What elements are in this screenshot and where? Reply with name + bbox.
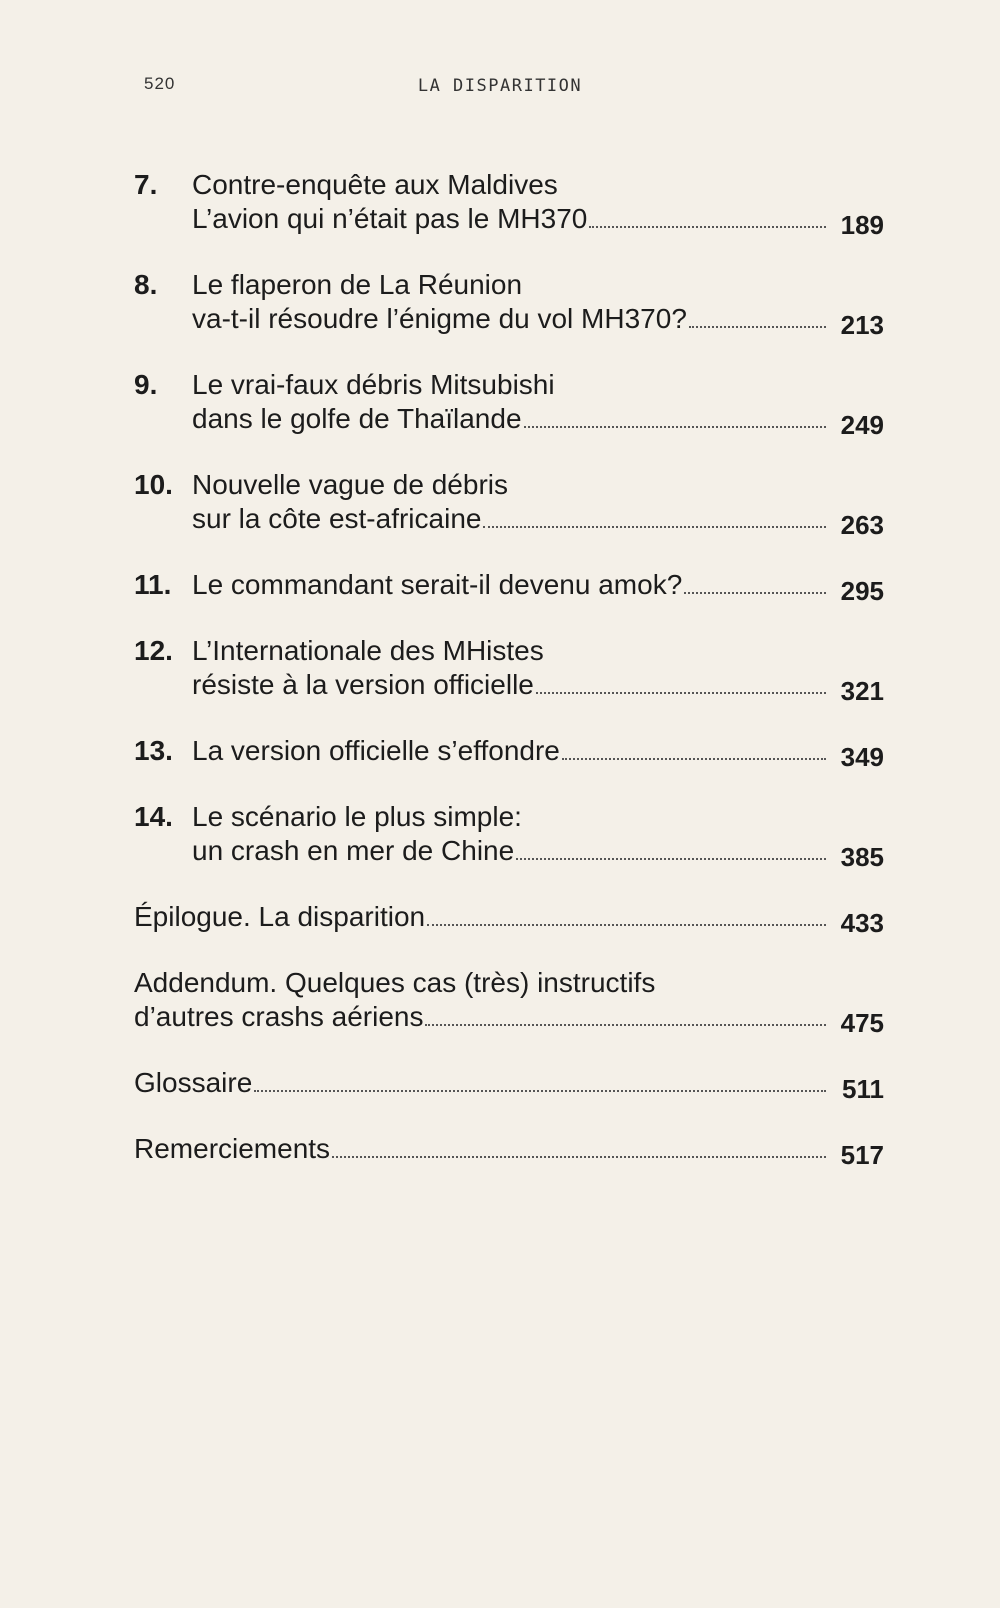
page-reference: 517 — [840, 1140, 884, 1170]
entry-title — [192, 734, 884, 772]
entry-title-line — [134, 1066, 884, 1104]
entry-title-text: va-t-il résoudre l’énigme du vol MH370? — [192, 303, 687, 334]
page-reference: 475 — [840, 1008, 884, 1038]
chapter-number: 10. — [134, 469, 173, 500]
entry-title-line — [134, 1000, 884, 1038]
chapter-number: 11. — [134, 569, 172, 600]
page-reference: 189 — [840, 210, 884, 240]
page-reference: 433 — [840, 908, 884, 938]
entry-title-text: Le commandant serait-il devenu amok? — [192, 569, 683, 600]
entry-title — [134, 966, 884, 1038]
entry-title-text: L’avion qui n’était pas le MH370 — [192, 203, 588, 234]
entry-title-text: Nouvelle vague de débris — [192, 469, 508, 500]
entry-title — [192, 800, 884, 872]
entry-title-text: Contre-enquête aux Maldives — [192, 169, 558, 200]
toc-entry — [134, 634, 884, 706]
entry-title-text: sur la côte est-africaine — [192, 503, 482, 534]
entry-title-text: L’Internationale des MHistes — [192, 635, 544, 666]
chapter-number: 12. — [134, 635, 173, 666]
entry-title — [134, 1066, 884, 1104]
page-reference: 213 — [840, 310, 884, 340]
page-reference: 349 — [840, 742, 884, 772]
entry-title-text: résiste à la version officielle — [192, 669, 534, 700]
toc-entry — [134, 734, 884, 772]
entry-title-text: un crash en mer de Chine — [192, 835, 515, 866]
entry-title-line — [192, 668, 884, 706]
entry-title-line — [134, 1132, 884, 1170]
dot-leader — [254, 1089, 826, 1092]
dot-leader — [425, 1023, 826, 1026]
chapter-number: 7. — [134, 169, 158, 200]
dot-leader — [589, 225, 826, 228]
dot-leader — [483, 525, 826, 528]
dot-leader — [427, 923, 826, 926]
page-number: 520 — [144, 74, 176, 93]
entry-title — [192, 368, 884, 440]
entry-title-line — [192, 368, 884, 402]
toc-entry — [134, 966, 884, 1038]
entry-title-line — [192, 800, 884, 834]
entry-title — [134, 900, 884, 938]
page-reference: 321 — [840, 676, 884, 706]
page-reference: 263 — [840, 510, 884, 540]
entry-title — [192, 634, 884, 706]
toc-entry — [134, 1066, 884, 1104]
entry-title-text: Remerciements — [134, 1133, 331, 1164]
entry-title-text: Le flaperon de La Réunion — [192, 269, 523, 300]
entry-title-text: dans le golfe de Thaïlande — [192, 403, 522, 434]
entry-title-line — [134, 966, 884, 1000]
dot-leader — [684, 591, 826, 594]
dot-leader — [689, 325, 826, 328]
entry-title-line — [192, 634, 884, 668]
page-reference: 385 — [840, 842, 884, 872]
entry-title — [134, 1132, 884, 1170]
toc-entry — [134, 368, 884, 440]
toc-entry — [134, 1132, 884, 1170]
toc-entry — [134, 168, 884, 240]
entry-title-line — [134, 900, 884, 938]
entry-title-line — [192, 468, 884, 502]
page-reference: 295 — [840, 576, 884, 606]
entry-title-line — [192, 202, 884, 240]
entry-title-text: d’autres crashs aériens — [134, 1001, 424, 1032]
entry-title-line — [192, 502, 884, 540]
chapter-number: 14. — [134, 801, 173, 832]
table-of-contents — [134, 168, 884, 1198]
entry-title-line — [192, 734, 884, 772]
entry-title-text: Le scénario le plus simple: — [192, 801, 522, 832]
toc-entry — [134, 268, 884, 340]
toc-entry — [134, 900, 884, 938]
chapter-number: 8. — [134, 269, 158, 300]
entry-title-text: Le vrai-faux débris Mitsubishi — [192, 369, 555, 400]
dot-leader — [536, 691, 826, 694]
entry-title — [192, 568, 884, 606]
entry-title-line — [192, 268, 884, 302]
entry-title-text: Glossaire — [134, 1067, 253, 1098]
entry-title — [192, 468, 884, 540]
page-header — [0, 74, 1000, 104]
entry-title-text: Épilogue. La disparition — [134, 901, 426, 932]
running-title: LA DISPARITION — [417, 76, 583, 96]
chapter-number: 13. — [134, 735, 173, 766]
toc-entry — [134, 468, 884, 540]
entry-title-line — [192, 302, 884, 340]
page-reference: 249 — [840, 410, 884, 440]
dot-leader — [562, 757, 826, 760]
entry-title-text: Addendum. Quelques cas (très) instructifs — [134, 967, 656, 998]
dot-leader — [524, 425, 826, 428]
dot-leader — [332, 1155, 826, 1158]
entry-title-line — [192, 168, 884, 202]
dot-leader — [516, 857, 826, 860]
entry-title — [192, 168, 884, 240]
entry-title-line — [192, 834, 884, 872]
toc-entry — [134, 800, 884, 872]
entry-title-line — [192, 402, 884, 440]
toc-entry — [134, 568, 884, 606]
entry-title-text: La version officielle s’effondre — [192, 735, 560, 766]
page-reference: 511 — [842, 1074, 884, 1104]
chapter-number: 9. — [134, 369, 158, 400]
entry-title-line — [192, 568, 884, 606]
entry-title — [192, 268, 884, 340]
